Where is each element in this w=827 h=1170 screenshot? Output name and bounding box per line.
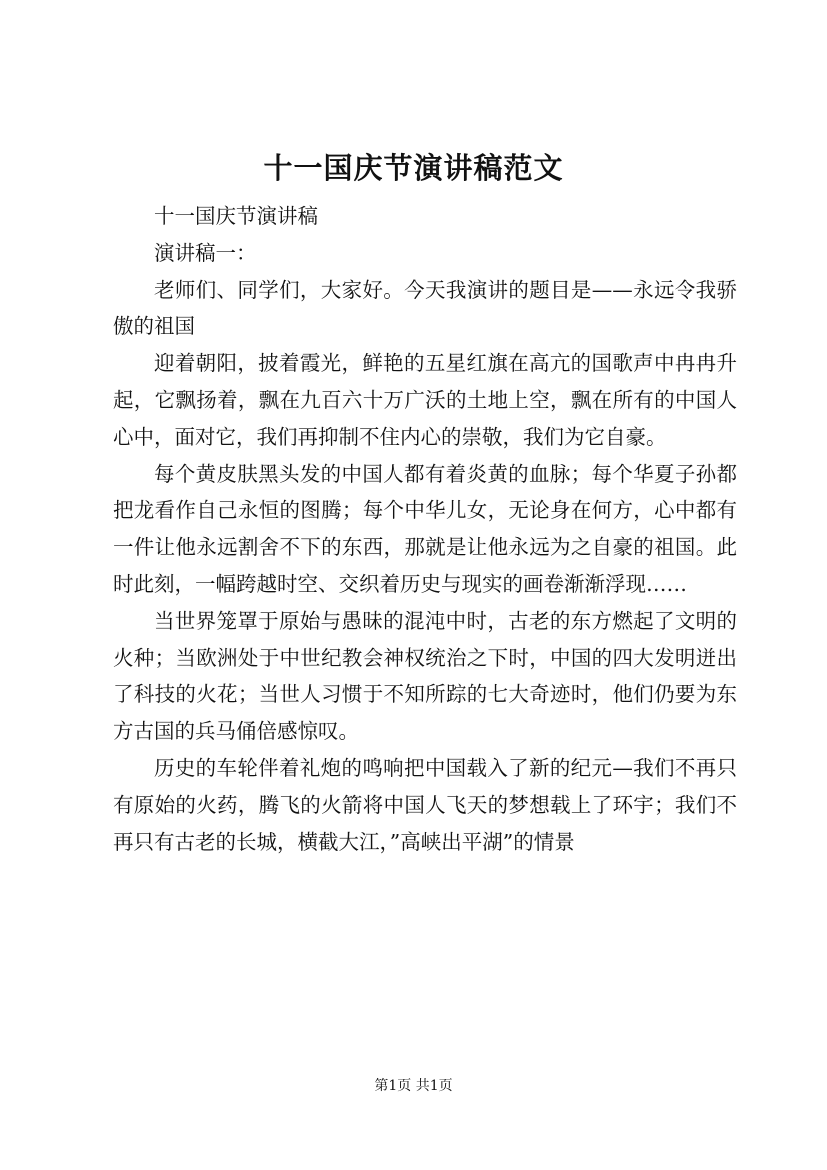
document-title: 十一国庆节演讲稿范文 bbox=[263, 151, 564, 185]
paragraph: 历史的车轮伴着礼炮的鸣响把中国载入了新的纪元—我们不再只有原始的火药，腾飞的火箭将中国人飞天的梦想载上了环宇；我们不再只有古老的长城，横截大江，”高峡出平湖”的情景 bbox=[113, 755, 737, 854]
paragraph: 每个黄皮肤黑头发的中国人都有着炎黄的血脉；每个华夏子孙都把龙看作自己永恒的图腾；每个中华儿女，无论身在何方，心中都有一件让他永远割舍不下的东西，那就是让他永远为之自豪的祖国。此时此刻，一幅跨越时空、交织着历史与现实的画卷渐渐浮现…… bbox=[113, 461, 737, 596]
paragraph: 当世界笼罩于原始与愚昧的混沌中时，古老的东方燃起了文明的火种；当欧洲处于中世纪教会神权统治之下时，中国的四大发明迸出了科技的火花；当世人习惯于不知所踪的七大奇迹时，他们仍要为东方古国的兵马俑倍感惊叹。 bbox=[113, 608, 737, 744]
page-footer: 第1页 共1页 bbox=[374, 1078, 453, 1094]
paragraph: 十一国庆节演讲稿 bbox=[154, 204, 318, 228]
paragraph: 演讲稿一： bbox=[154, 240, 257, 265]
paragraph: 老师们、同学们，大家好。今天我演讲的题目是——永远令我骄傲的祖国 bbox=[113, 277, 737, 339]
document-body bbox=[113, 198, 737, 860]
paragraph: 迎着朝阳，披着霞光，鲜艳的五星红旗在高亢的国歌声中冉冉升起，它飘扬着，飘在九百六十万广沃的土地上空，飘在所有的中国人心中，面对它，我们再抑制不住内心的崇敬，我们为它自豪。 bbox=[113, 351, 737, 449]
